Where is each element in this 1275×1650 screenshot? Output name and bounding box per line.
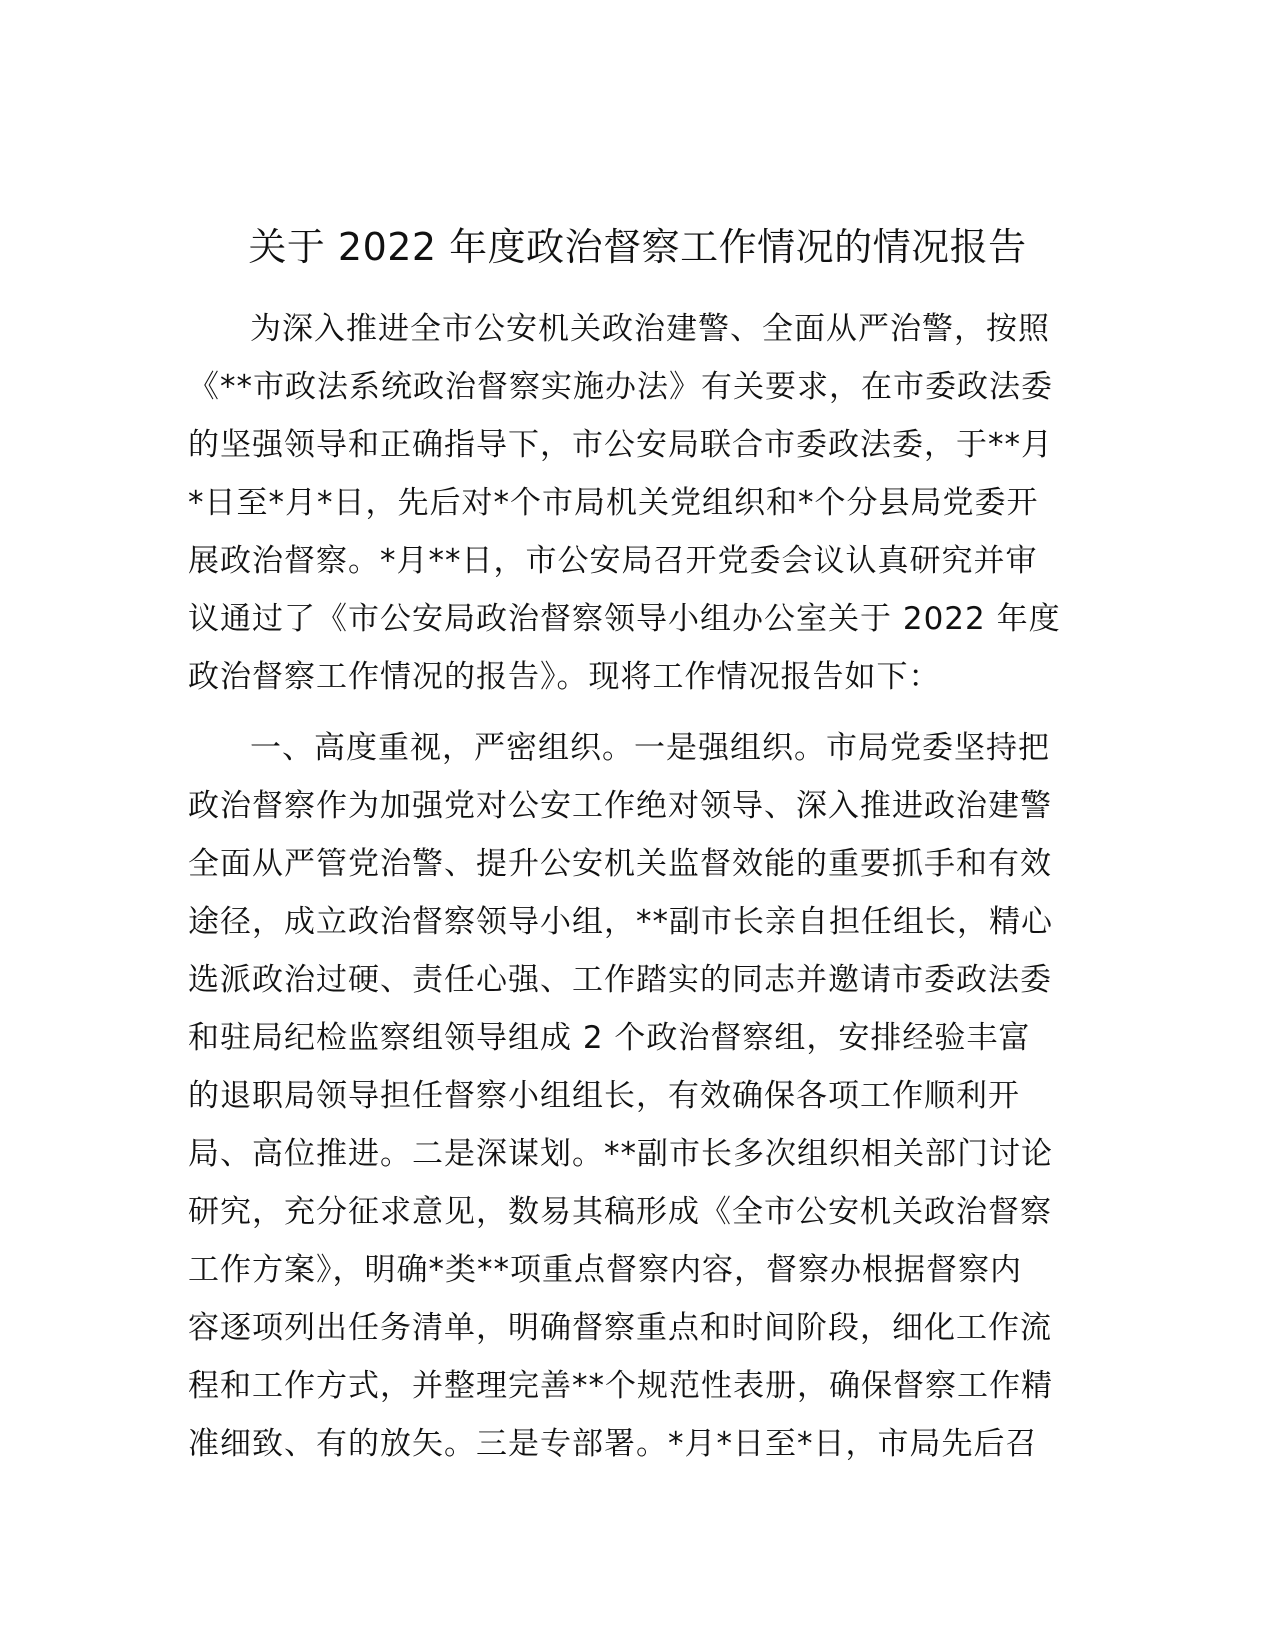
text-line: *日至*月*日，先后对*个市局机关党组织和*个分县局党委开 <box>188 485 1039 521</box>
text-line: 程和工作方式，并整理完善**个规范性表册，确保督察工作精 <box>188 1368 1053 1404</box>
text-line: 一、高度重视，严密组织。一是强组织。市局党委坚持把 <box>250 730 1050 766</box>
text-line: 的退职局领导担任督察小组组长，有效确保各项工作顺利开 <box>188 1078 1020 1114</box>
text-line: 政治督察作为加强党对公安工作绝对领导、深入推进政治建警 <box>188 788 1052 824</box>
text-line: 容逐项列出任务清单，明确督察重点和时间阶段，细化工作流 <box>188 1310 1052 1346</box>
text-line: 政治督察工作情况的报告》。现将工作情况报告如下： <box>188 659 941 695</box>
text-line: 和驻局纪检监察组领导组成 2 个政治督察组，安排经验丰富 <box>188 1020 1031 1056</box>
text-line: 的坚强领导和正确指导下，市公安局联合市委政法委，于**月 <box>188 427 1053 463</box>
paragraph-section-one <box>188 719 1088 1473</box>
text-line: 为深入推进全市公安机关政治建警、全面从严治警，按照 <box>250 311 1050 347</box>
text-line: 准细致、有的放矢。三是专部署。*月*日至*日，市局先后召 <box>188 1426 1038 1462</box>
text-line: 议通过了《市公安局政治督察领导小组办公室关于 2022 年度 <box>188 601 1061 637</box>
document-title: 关于 2022 年度政治督察工作情况的情况报告 <box>248 225 1027 269</box>
text-line: 展政治督察。*月**日，市公安局召开党委会议认真研究并审 <box>188 543 1038 579</box>
text-line: 途径，成立政治督察领导小组，**副市长亲自担任组长，精心 <box>188 904 1053 940</box>
text-line: 工作方案》，明确*类**项重点督察内容，督察办根据督察内 <box>188 1252 1022 1288</box>
paragraph-intro <box>188 300 1088 706</box>
text-line: 局、高位推进。二是深谋划。**副市长多次组织相关部门讨论 <box>188 1136 1053 1172</box>
text-line: 研究，充分征求意见，数易其稿形成《全市公安机关政治督察 <box>188 1194 1052 1230</box>
text-line: 全面从严管党治警、提升公安机关监督效能的重要抓手和有效 <box>188 846 1052 882</box>
text-line: 《**市政法系统政治督察实施办法》有关要求，在市委政法委 <box>188 369 1053 405</box>
text-line: 选派政治过硬、责任心强、工作踏实的同志并邀请市委政法委 <box>188 962 1052 998</box>
